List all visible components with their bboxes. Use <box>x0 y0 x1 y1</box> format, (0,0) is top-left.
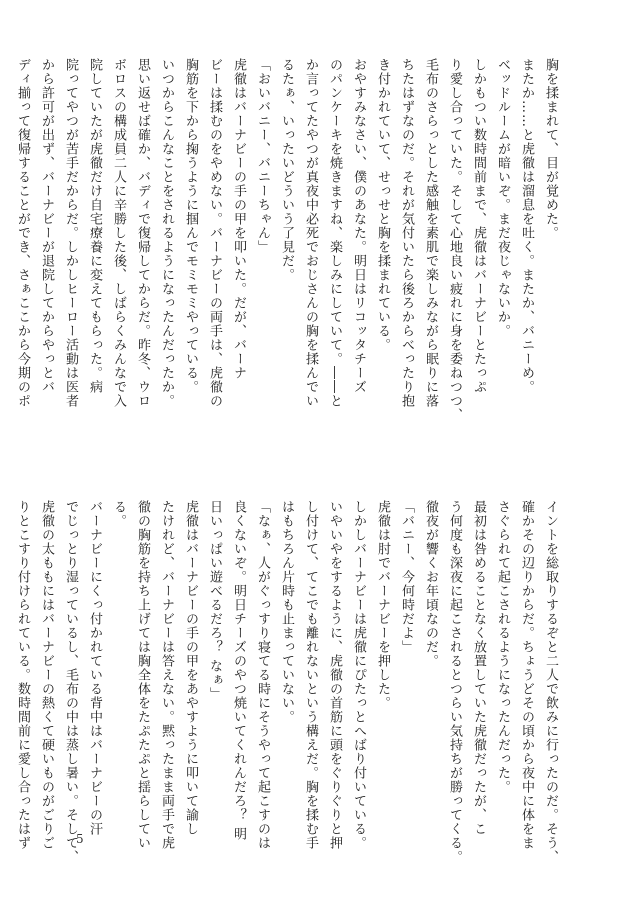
text-line: ちたはずなのだ。それが気付いたら後ろからべったり抱 <box>399 58 414 408</box>
text-line: でじっとり湿っているし、毛布の中は蒸し暑い。そして、 <box>63 500 78 864</box>
text-line: 胸筋を下から掬うように掴んでモミモミやっている。 <box>183 58 198 394</box>
text-line: のパンケーキを焼きますね、楽しみにしていて。――と <box>327 58 342 408</box>
text-line: るたぁ、いったいどういう了見だ。 <box>279 58 294 282</box>
text-line: う何度も深夜に起こされるとつらい気持ちが勝ってくる。 <box>447 500 462 864</box>
text-line: 徹夜が響くお年頃なのだ。 <box>423 500 438 668</box>
text-line: ビーは揉むのをやめない。バーナビーの両手は、虎徹の <box>207 58 222 408</box>
upper-text-column <box>15 58 562 426</box>
text-line: 「なぁ、人がぐっすり寝てる時にそうやって起こすのは <box>255 500 270 850</box>
text-line: またか……と虎徹は溜息を吐く。またか、バニーめ。 <box>519 58 534 394</box>
text-line: イントを総取りするぞと二人で飲みに行ったのだ。そう、 <box>543 500 558 864</box>
text-line: 日いっぱい遊べるだろ？ なぁ」 <box>207 500 222 702</box>
text-line: ボロスの構成員二人に辛勝した後、しばらくみんなで入 <box>111 58 126 408</box>
text-line: る。 <box>111 500 126 528</box>
text-line: いやいやをするように、虎徹の首筋に頭をぐりぐりと押 <box>327 500 342 850</box>
lower-text-column <box>15 500 562 864</box>
text-line: 「おいバニー、バニーちゃん」 <box>255 58 270 254</box>
text-line: 院ってやつが苦手だからだ。しかしヒーロー活動は医者 <box>63 58 78 408</box>
text-line: 思い返せば確か、バディで復帰してからだ。昨冬、ウロ <box>135 58 150 408</box>
text-line: き付かれていて、せっせと胸を揉まれている。 <box>375 58 390 352</box>
text-line: おやすみなさい、僕のあなた。明日はリコッタチーズ <box>351 58 366 394</box>
text-line: 院していたが虎徹だけ自宅療養に変えてもらった。病 <box>87 58 102 394</box>
text-line: たけれど、バーナビーは答えない。黙ったまま両手で虎 <box>159 500 174 850</box>
text-line: か言ってたやつが真夜中必死でおじさんの胸を揉んでい <box>303 58 318 408</box>
text-line: 虎徹はバーナビーの手の甲をあやすように叩いて諭し <box>183 500 198 836</box>
text-line: 良くないぞ。明日チーズのやつ焼いてくれんだろ？ 明 <box>231 500 246 842</box>
text-line: はもちろん片時も止まっていない。 <box>279 500 294 724</box>
text-line: 虎徹は肘でバーナビーを押した。 <box>375 500 390 710</box>
text-line: から許可が出ず、バーナビーが退院してからやっとバ <box>39 58 54 394</box>
text-line: りとこすり付けられている。数時間前に愛し合ったはず <box>15 500 30 850</box>
text-line: 「バニー、今何時だよ」 <box>399 500 414 654</box>
text-line: り愛し合っていた。そして心地良い疲れに身を委ねつつ、 <box>447 58 462 422</box>
text-line: 虎徹はバーナビーの手の甲を叩いた。だが、バーナ <box>231 58 246 380</box>
text-line: 確かその辺りからだ。ちょうどその頃から夜中に体をま <box>519 500 534 850</box>
text-line: ディ揃って復帰することができ、さぁここから今期のポ <box>15 58 30 408</box>
page-number: 5 <box>76 832 84 846</box>
text-line: しかしバーナビーは虎徹にぴたっとへばり付いている。 <box>351 500 366 850</box>
text-line: いつからこんなことをされるようになったんだったか。 <box>159 58 174 408</box>
text-line: し付けて、てこでも離れないという構えだ。胸を揉む手 <box>303 500 318 850</box>
text-line: さぐられて起こされるようになったんだった。 <box>495 500 510 794</box>
text-line: ベッドルームが暗いぞ。まだ夜じゃないか。 <box>495 58 510 338</box>
text-line: 最初は咎めることなく放置していた虎徹だったが、こ <box>471 500 486 836</box>
text-line: 虎徹の太ももにはバーナビーの熱くて硬いものがごりご <box>39 500 54 850</box>
text-line: バーナビーにくっ付かれている背中はバーナビーの汗 <box>87 500 102 836</box>
text-line: 胸を揉まれて、目が覚めた。 <box>543 58 558 240</box>
text-line: 毛布のさらっとした感触を素肌で楽しみながら眠りに落 <box>423 58 438 408</box>
text-line: しかもつい数時間前まで、虎徹はバーナビーとたっぷ <box>471 58 486 394</box>
text-line: 徹の胸筋を持ち上げては胸全体をたぷたぷと揺らしてい <box>135 500 150 850</box>
